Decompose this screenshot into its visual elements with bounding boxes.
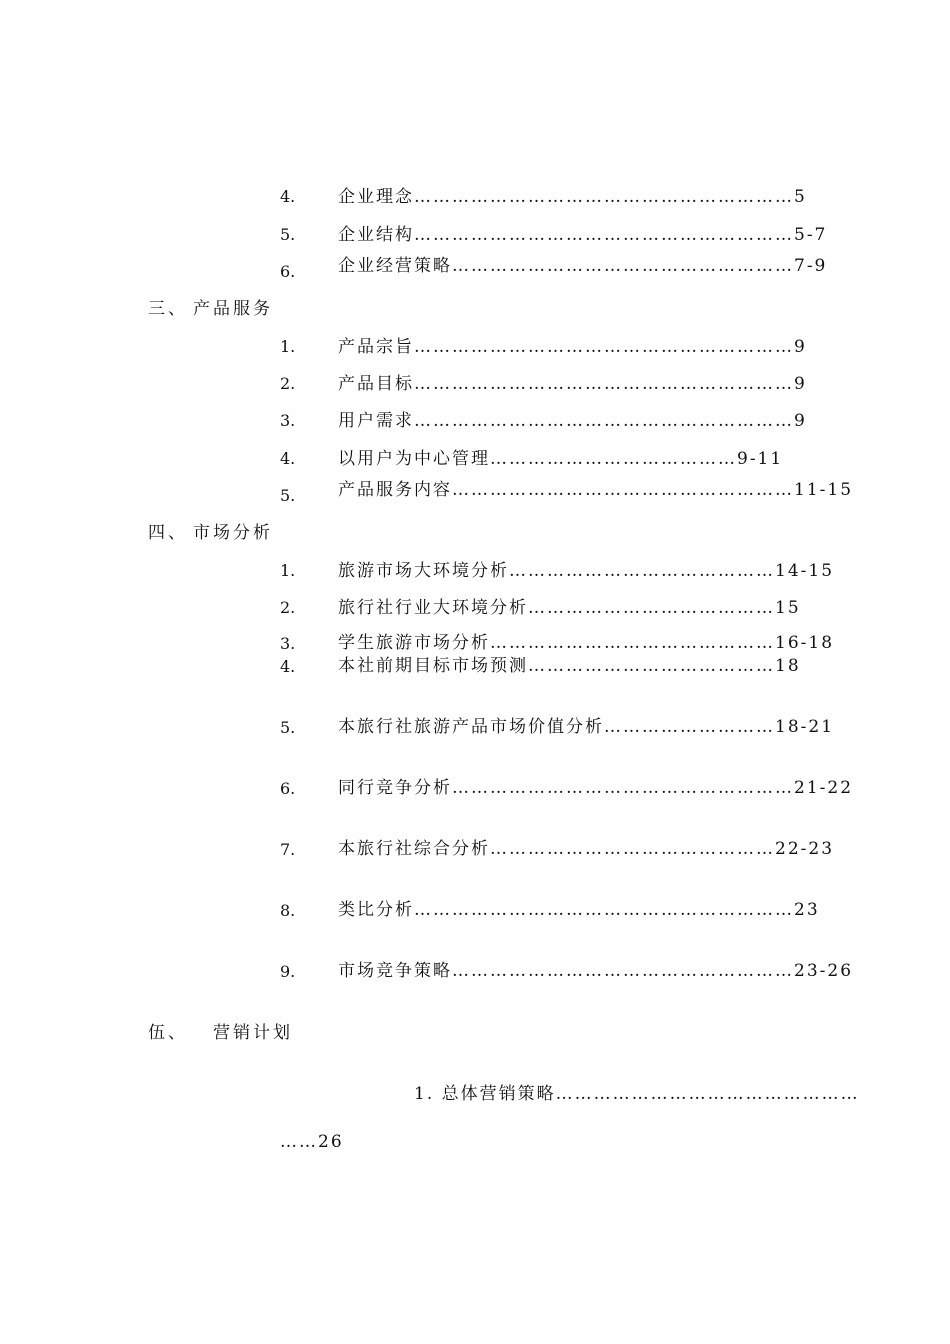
section-title: 市场分析 — [193, 523, 273, 543]
toc-entry: 以用户为中心管理…………………………………9-11 — [338, 449, 784, 469]
toc-entry: 产品服务内容………………………………………………11-15 — [338, 480, 854, 500]
toc-entry-number: 2. — [280, 374, 296, 393]
toc-entry: 1. 总体营销策略………………………………………… — [414, 1084, 860, 1104]
toc-entry: 旅游市场大环境分析……………………………………14-15 — [338, 561, 835, 581]
toc-entry: 同行竞争分析………………………………………………21-22 — [338, 778, 854, 798]
toc-entry: 用户需求……………………………………………………9 — [338, 411, 807, 431]
toc-entry-number: 5. — [280, 718, 296, 737]
toc-entry-number: 2. — [280, 598, 296, 617]
toc-entry-number: 7. — [280, 840, 296, 859]
section-number: 三、 — [148, 299, 188, 319]
toc-entry: 企业理念……………………………………………………5 — [338, 187, 807, 207]
toc-entry: 本旅行社旅游产品市场价值分析………………………18-21 — [338, 717, 835, 737]
toc-entry: 类比分析……………………………………………………23 — [338, 900, 820, 920]
toc-entry-number: 4. — [280, 449, 296, 468]
toc-entry-number: 8. — [280, 901, 296, 920]
toc-entry: 本旅行社综合分析………………………………………22-23 — [338, 839, 835, 859]
toc-entry: 旅行社行业大环境分析…………………………………15 — [338, 598, 801, 618]
toc-entry: 企业经营策略………………………………………………7-9 — [338, 256, 828, 276]
section-title: 产品服务 — [193, 299, 273, 319]
toc-entry: 本社前期目标市场预测…………………………………18 — [338, 656, 801, 676]
toc-entry-number: 6. — [280, 262, 296, 281]
toc-entry-number: 3. — [280, 634, 296, 653]
section-title: 营销计划 — [213, 1023, 293, 1043]
toc-entry-number: 1. — [280, 561, 296, 580]
section-number: 四、 — [148, 523, 188, 543]
toc-entry-number: 4. — [280, 187, 296, 206]
toc-entry-number: 1. — [280, 337, 296, 356]
toc-entry-number: 3. — [280, 411, 296, 430]
toc-entry: 市场竞争策略………………………………………………23-26 — [338, 961, 854, 981]
toc-entry-number: 4. — [280, 657, 296, 676]
toc-entry: 产品宗旨……………………………………………………9 — [338, 337, 807, 357]
toc-entry-number: 5. — [280, 225, 296, 244]
toc-entry-number: 5. — [280, 486, 296, 505]
toc-entry-continuation: ……26 — [280, 1132, 344, 1152]
toc-entry-number: 9. — [280, 962, 296, 981]
section-number: 伍、 — [148, 1023, 188, 1043]
toc-entry: 学生旅游市场分析………………………………………16-18 — [338, 633, 835, 653]
toc-entry-number: 6. — [280, 779, 296, 798]
toc-entry: 产品目标……………………………………………………9 — [338, 374, 807, 394]
toc-entry: 企业结构……………………………………………………5-7 — [338, 225, 828, 245]
